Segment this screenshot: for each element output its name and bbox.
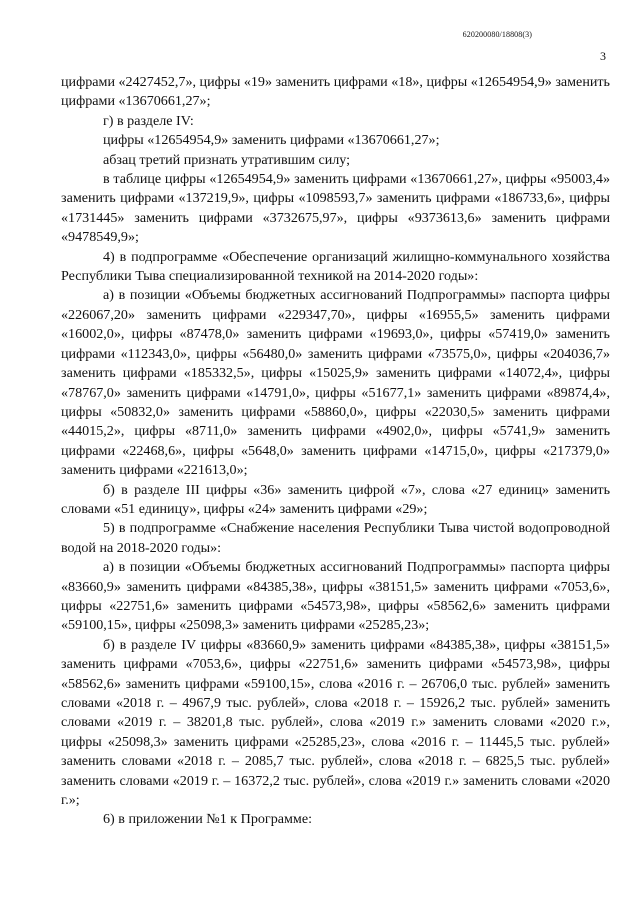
document-reference-number: 620200080/18808(3) <box>462 30 532 39</box>
paragraph: абзац третий признать утратившим силу; <box>103 151 351 168</box>
paragraph: а) в позиции «Объемы бюджетных ассигнований Подпрограммы» паспорта цифры «226067,20» заменить цифрами «229347,70», цифры «16955,5» заменить цифрами «16002,0», цифры «87478,0» заменить цифрами «19693,0», цифры «57419,0» заменить цифрами «112343,0», цифры «56480,0» заменить цифрами «73575,0», цифры «204036,7» заменить цифрами «185332,5», цифры «15025,9» заменить цифрами «14072,4», цифры «78767,0» заменить цифрами «14791,0», цифры «51677,1» заменить цифрами «89874,4», цифры «50832,0» заменить цифрами «58860,0», цифры «22030,5» заменить цифрами «44015,2», цифры «8711,0» заменить цифрами «4902,0», цифры «5741,9» заменить цифрами «22468,6», цифры «5648,0» заменить цифрами «14715,0», цифры «217379,0» заменить цифрами «221613,0»; <box>61 287 610 479</box>
document-body <box>61 73 610 830</box>
paragraph: г) в разделе IV: <box>103 112 194 129</box>
page-number: 3 <box>600 49 606 63</box>
paragraph: 4) в подпрограмме «Обеспечение организаций жилищно-коммунального хозяйства Республики Тыва специализированной техникой на 2014-2020 годы»: <box>61 248 610 285</box>
paragraph: цифры «12654954,9» заменить цифрами «13670661,27»; <box>103 132 440 149</box>
paragraph: 5) в подпрограмме «Снабжение населения Республики Тыва чистой водопроводной водой на 2018-2020 годы»: <box>61 520 610 556</box>
paragraph: б) в разделе III цифры «36» заменить цифрой «7», слова «27 единиц» заменить словами «51 единицу», цифры «24» заменить цифрами «29»; <box>61 481 610 517</box>
paragraph: а) в позиции «Объемы бюджетных ассигнований Подпрограммы» паспорта цифры «83660,9» заменить цифрами «84385,38», цифры «38151,5» заменить цифрами «7053,6», цифры «22751,6» заменить цифрами «54573,98», цифры «58562,6» заменить цифрами «59100,15», цифры «25098,3» заменить цифрами «25285,23»; <box>61 559 610 634</box>
paragraph: в таблице цифры «12654954,9» заменить цифрами «13670661,27», цифры «95003,4» заменить цифрами «137219,9», цифры «1098593,7» заменить цифрами «186733,6», цифры «1731445» заменить цифрами «3732675,97», цифры «9373613,6» заменить цифрами «9478549,9»; <box>61 171 610 246</box>
paragraph: 6) в приложении №1 к Программе: <box>103 811 313 828</box>
paragraph: б) в разделе IV цифры «83660,9» заменить цифрами «84385,38», цифры «38151,5» заменить цифрами «7053,6», цифры «22751,6» заменить цифрами «54573,98», цифры «58562,6» заменить цифрами «59100,15», слова «2016 г. – 26706,0 тыс. рублей» заменить словами «2018 г. – 4967,9 тыс. рублей», слова «2018 г. – 15926,2 тыс. рублей» заменить словами «2019 г. – 38201,8 тыс. рублей», слова «2019 г.» заменить словами «2020 г.», цифры «25098,3» заменить цифрами «25285,23», слова «2016 г. – 11445,5 тыс. рублей» заменить словами «2018 г. – 2085,7 тыс. рублей», слова «2018 г. – 6825,5 тыс. рублей» заменить словами «2019 г. – 16372,2 тыс. рублей», слова «2019 г.» заменить словами «2020 г.»; <box>61 636 610 809</box>
paragraph: цифрами «2427452,7», цифры «19» заменить цифрами «18», цифры «12654954,9» заменить цифрами «13670661,27»; <box>61 74 610 110</box>
